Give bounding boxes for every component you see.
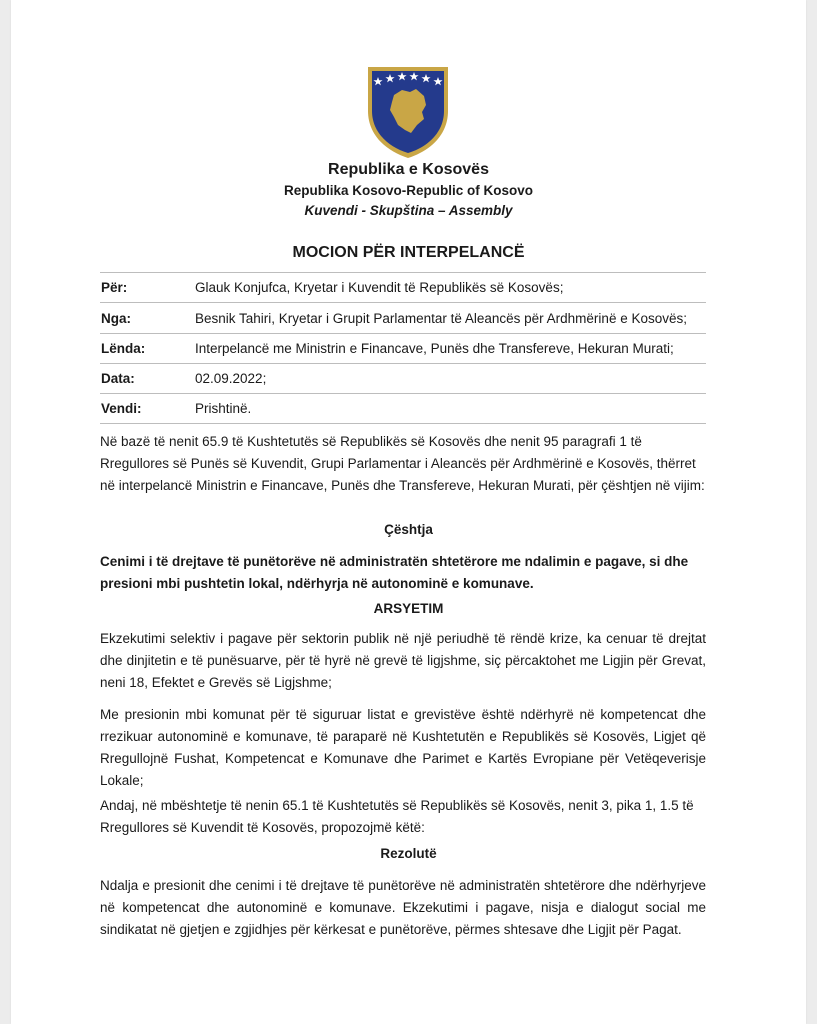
divider — [100, 363, 706, 364]
reasoning-paragraph-2: Me presionin mbi komunat për të siguruar listat e grevistëve është ndërhyrë në kompetencat dhe rrezikuar autonominë e komunave, të paraparë në Kushtetutën e Republikës së Kosovës, Ligjet që Rregullojnë Fushat, Kompetencat e Komunave dhe Parimet e Kartës Evropiane për Vetëqeverisje Lokale; — [100, 707, 706, 788]
reasoning-paragraph-3: Andaj, në mbështetje të nenin 65.1 të Kushtetutës së Republikës së Kosovës, nenit 3, pika 1, 1.5 të Rregullores së Kuvendit të Kosovës, propozojmë këtë: — [100, 798, 694, 835]
meta-value-place: Prishtinë. — [195, 401, 252, 416]
meta-value-subject: Interpelancë me Ministrin e Financave, Punës dhe Transfereve, Hekuran Murati; — [195, 341, 674, 356]
republic-name: Republika e Kosovës — [328, 161, 489, 178]
assembly-name: Kuvendi - Skupština – Assembly — [304, 203, 513, 218]
kosovo-coat-of-arms-icon — [364, 63, 452, 161]
issue-text: Cenimi i të drejtave të punëtorëve në administratën shtetërore me ndalimin e pagave, si dhe presioni mbi pushtetin lokal, ndërhyrja në autonominë e komunave. — [100, 554, 689, 591]
divider — [100, 272, 706, 273]
meta-value-date: 02.09.2022; — [195, 371, 267, 386]
document-title: MOCION PËR INTERPELANCË — [292, 244, 525, 261]
divider — [100, 393, 706, 394]
issue-heading: Çështja — [384, 522, 433, 537]
meta-value-to: Glauk Konjufca, Kryetar i Kuvendit të Republikës së Kosovës; — [195, 280, 564, 295]
republic-name-multilingual: Republika Kosovo-Republic of Kosovo — [283, 183, 534, 198]
resolution-text: Ndalja e presionit dhe cenimi i të drejtave të punëtorëve në administratën shtetërore dhe ndërhyrjeve në kompetencat dhe autonominë e komunave. Ekzekutimi i pagave, nisja e dialogut social me sindikatat në gjetjen e zgjidhjes për kërkesat e punëtorëve, përmes shtesave dhe Ligjit për Pagat. — [100, 878, 706, 937]
meta-label-place: Vendi: — [101, 401, 142, 416]
meta-value-from: Besnik Tahiri, Kryetar i Grupit Parlamentar të Aleancës për Ardhmërinë e Kosovës; — [195, 311, 687, 326]
intro-paragraph: Në bazë të nenit 65.9 të Kushtetutës së Republikës së Kosovës dhe nenit 95 paragrafi 1 të Rregullores së Punës së Kuvendit, Grupi Parlamentar i Aleancës për Ardhmërinë e Kosovës, thërret në interpelancë Ministrin e Financave, Punës dhe Transfereve, Hekuran Murati, për çështjen në vijim: — [100, 434, 705, 493]
meta-label-subject: Lënda: — [101, 341, 146, 356]
meta-label-date: Data: — [101, 371, 135, 386]
divider — [100, 333, 706, 334]
document-page — [11, 0, 806, 1024]
meta-label-to: Për: — [101, 280, 128, 295]
resolution-heading: Rezolutë — [380, 846, 437, 861]
divider — [100, 302, 706, 303]
meta-label-from: Nga: — [101, 311, 131, 326]
reasoning-heading: ARSYETIM — [373, 601, 444, 616]
reasoning-paragraph-1: Ekzekutimi selektiv i pagave për sektorin publik në një periudhë të rëndë krize, ka cenuar të drejtat dhe dinjitetin e të punësuarve, për të hyrë në grevë të ligjshme, siç përcaktohet me Ligjin për Grevat, neni 18, Efektet e Grevës së Ligjshme; — [100, 631, 706, 690]
divider — [100, 423, 706, 424]
